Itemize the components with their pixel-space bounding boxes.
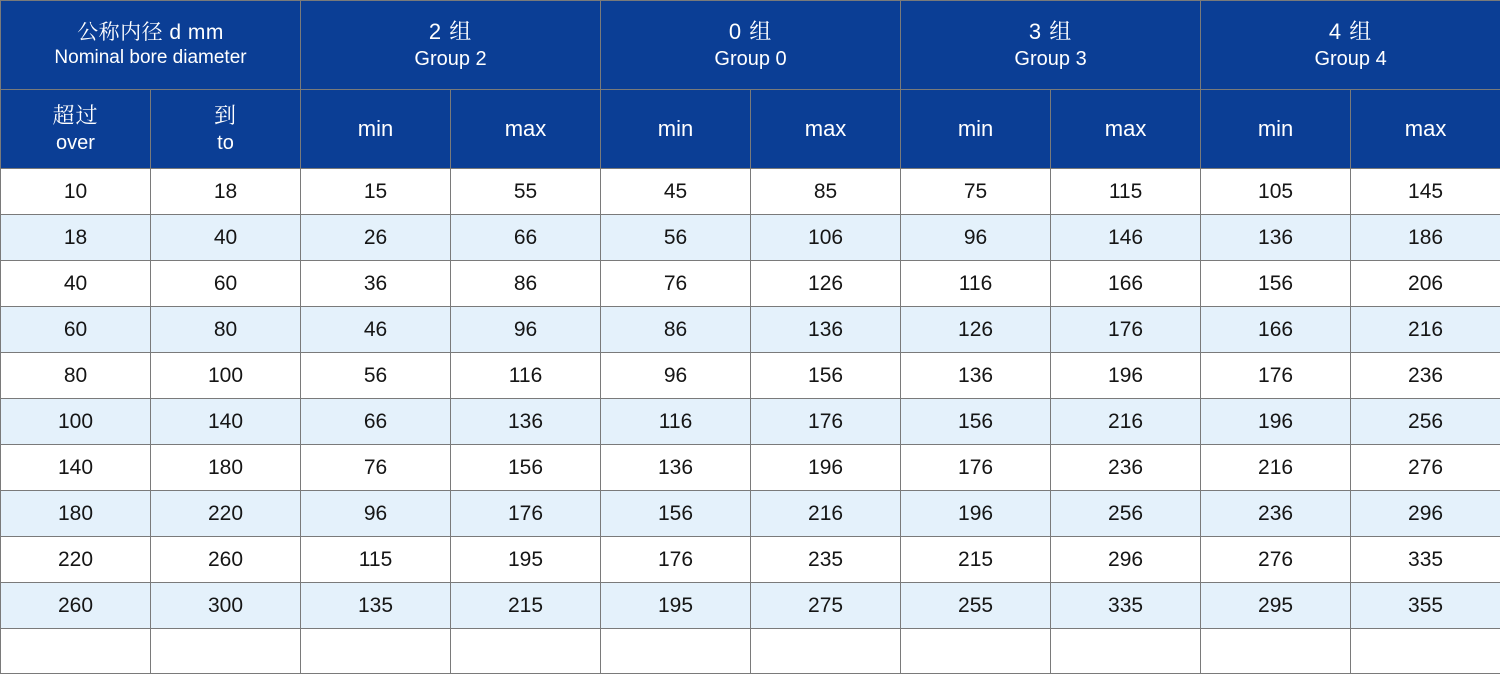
cell-g2-min: [301, 629, 451, 674]
table-row: [1, 583, 1500, 629]
cell-g0-min: 156: [601, 491, 751, 537]
header-group-4-min: min: [1201, 90, 1351, 169]
header-group-0-min: min: [601, 90, 751, 169]
cell-g0-min: 176: [601, 537, 751, 583]
cell-g4-min: 105: [1201, 169, 1351, 215]
header-group-0-max: max: [751, 90, 901, 169]
cell-g2-min: 66: [301, 399, 451, 445]
cell-g4-min: 216: [1201, 445, 1351, 491]
header-bore-en: Nominal bore diameter: [1, 46, 300, 71]
header-group-4: [1201, 1, 1500, 90]
cell-g2-max: 215: [451, 583, 601, 629]
header-group-4-cn: 4 组: [1201, 18, 1500, 46]
cell-to: [151, 629, 301, 674]
header-row-groups: [1, 1, 1500, 90]
cell-g4-min: 196: [1201, 399, 1351, 445]
cell-g2-min: 15: [301, 169, 451, 215]
header-nominal-bore-diameter: [1, 1, 301, 90]
header-group-2-max: max: [451, 90, 601, 169]
cell-g3-min: 75: [901, 169, 1051, 215]
table-row: [1, 537, 1500, 583]
cell-g4-max: 216: [1351, 307, 1500, 353]
cell-g4-max: 206: [1351, 261, 1500, 307]
cell-g0-max: 156: [751, 353, 901, 399]
cell-g2-max: 136: [451, 399, 601, 445]
cell-over: 40: [1, 261, 151, 307]
cell-over: 60: [1, 307, 151, 353]
table-row: [1, 491, 1500, 537]
table-row: [1, 307, 1500, 353]
cell-g0-max: 196: [751, 445, 901, 491]
cell-g2-max: 86: [451, 261, 601, 307]
cell-g0-min: 86: [601, 307, 751, 353]
header-group-4-en: Group 4: [1201, 46, 1500, 72]
cell-g0-max: 85: [751, 169, 901, 215]
header-row-subcolumns: [1, 90, 1500, 169]
cell-g3-min: 126: [901, 307, 1051, 353]
cell-g3-max: 166: [1051, 261, 1201, 307]
cell-to: 220: [151, 491, 301, 537]
table-row: [1, 445, 1500, 491]
cell-over: 140: [1, 445, 151, 491]
table-row: [1, 261, 1500, 307]
cell-to: 260: [151, 537, 301, 583]
cell-g3-max: 196: [1051, 353, 1201, 399]
cell-g2-max: 66: [451, 215, 601, 261]
table-row: [1, 169, 1500, 215]
cell-over: 10: [1, 169, 151, 215]
cell-g4-max: 145: [1351, 169, 1500, 215]
cell-g3-max: 296: [1051, 537, 1201, 583]
cell-g4-max: 355: [1351, 583, 1500, 629]
table-body: [1, 169, 1500, 674]
cell-to: 40: [151, 215, 301, 261]
header-group-0-cn: 0 组: [601, 18, 900, 46]
cell-over: 80: [1, 353, 151, 399]
cell-to: 180: [151, 445, 301, 491]
cell-g2-max: 176: [451, 491, 601, 537]
header-group-4-max: max: [1351, 90, 1500, 169]
header-group-2-min: min: [301, 90, 451, 169]
cell-g4-min: 236: [1201, 491, 1351, 537]
cell-g3-max: 216: [1051, 399, 1201, 445]
cell-g3-min: 196: [901, 491, 1051, 537]
cell-g2-max: 55: [451, 169, 601, 215]
cell-to: 140: [151, 399, 301, 445]
cell-over: 220: [1, 537, 151, 583]
header-over-cn: 超过: [1, 102, 150, 130]
header-group-2-en: Group 2: [301, 46, 600, 72]
cell-g3-max: 236: [1051, 445, 1201, 491]
cell-g2-min: 46: [301, 307, 451, 353]
cell-g3-max: 176: [1051, 307, 1201, 353]
cell-g0-max: 106: [751, 215, 901, 261]
cell-g3-max: 115: [1051, 169, 1201, 215]
cell-g3-max: 146: [1051, 215, 1201, 261]
cell-to: 60: [151, 261, 301, 307]
header-group-0-en: Group 0: [601, 46, 900, 72]
cell-g0-min: 116: [601, 399, 751, 445]
cell-g4-max: 276: [1351, 445, 1500, 491]
table-row-blank: [1, 629, 1500, 674]
cell-g0-min: [601, 629, 751, 674]
cell-g0-max: 235: [751, 537, 901, 583]
cell-g3-max: [1051, 629, 1201, 674]
cell-g0-min: 195: [601, 583, 751, 629]
cell-g0-max: 216: [751, 491, 901, 537]
header-over-en: over: [1, 130, 150, 156]
table-row: [1, 215, 1500, 261]
cell-g4-max: 186: [1351, 215, 1500, 261]
cell-g3-min: [901, 629, 1051, 674]
cell-g4-min: 156: [1201, 261, 1351, 307]
table-row: [1, 399, 1500, 445]
header-to: [151, 90, 301, 169]
header-to-en: to: [151, 130, 300, 156]
cell-g2-min: 26: [301, 215, 451, 261]
cell-g0-max: [751, 629, 901, 674]
cell-g4-max: 256: [1351, 399, 1500, 445]
cell-over: 180: [1, 491, 151, 537]
header-group-2-cn: 2 组: [301, 18, 600, 46]
cell-g3-min: 96: [901, 215, 1051, 261]
table-header: [1, 1, 1500, 169]
cell-g3-min: 136: [901, 353, 1051, 399]
header-group-3-cn: 3 组: [901, 18, 1200, 46]
cell-g0-max: 136: [751, 307, 901, 353]
cell-g2-max: [451, 629, 601, 674]
cell-g0-max: 176: [751, 399, 901, 445]
header-group-3-max: max: [1051, 90, 1201, 169]
cell-g2-max: 96: [451, 307, 601, 353]
cell-to: 300: [151, 583, 301, 629]
cell-g2-min: 135: [301, 583, 451, 629]
cell-g4-max: 296: [1351, 491, 1500, 537]
cell-g2-min: 96: [301, 491, 451, 537]
cell-g2-min: 115: [301, 537, 451, 583]
cell-g4-min: 166: [1201, 307, 1351, 353]
cell-g0-min: 56: [601, 215, 751, 261]
cell-g3-min: 215: [901, 537, 1051, 583]
cell-over: 100: [1, 399, 151, 445]
cell-g3-min: 116: [901, 261, 1051, 307]
table-row: [1, 353, 1500, 399]
cell-g3-min: 176: [901, 445, 1051, 491]
header-group-2: [301, 1, 601, 90]
cell-g4-min: 295: [1201, 583, 1351, 629]
cell-over: 18: [1, 215, 151, 261]
cell-g3-max: 335: [1051, 583, 1201, 629]
cell-g4-min: 136: [1201, 215, 1351, 261]
header-group-3: [901, 1, 1201, 90]
cell-g4-min: 276: [1201, 537, 1351, 583]
cell-to: 80: [151, 307, 301, 353]
cell-g2-min: 76: [301, 445, 451, 491]
cell-g0-max: 126: [751, 261, 901, 307]
cell-g2-max: 195: [451, 537, 601, 583]
cell-g0-min: 45: [601, 169, 751, 215]
cell-g3-min: 255: [901, 583, 1051, 629]
cell-g0-min: 136: [601, 445, 751, 491]
header-group-3-min: min: [901, 90, 1051, 169]
header-to-cn: 到: [151, 102, 300, 130]
cell-g0-min: 96: [601, 353, 751, 399]
header-bore-cn: 公称内径 d mm: [1, 20, 300, 46]
cell-g0-min: 76: [601, 261, 751, 307]
cell-g2-max: 156: [451, 445, 601, 491]
cell-g2-min: 56: [301, 353, 451, 399]
cell-g3-min: 156: [901, 399, 1051, 445]
cell-to: 100: [151, 353, 301, 399]
cell-g0-max: 275: [751, 583, 901, 629]
cell-over: 260: [1, 583, 151, 629]
cell-g3-max: 256: [1051, 491, 1201, 537]
header-group-0: [601, 1, 901, 90]
header-over: [1, 90, 151, 169]
cell-to: 18: [151, 169, 301, 215]
cell-g4-max: [1351, 629, 1500, 674]
header-group-3-en: Group 3: [901, 46, 1200, 72]
cell-g4-min: [1201, 629, 1351, 674]
cell-g4-max: 236: [1351, 353, 1500, 399]
cell-g4-min: 176: [1201, 353, 1351, 399]
cell-g4-max: 335: [1351, 537, 1500, 583]
cell-g2-max: 116: [451, 353, 601, 399]
cell-g2-min: 36: [301, 261, 451, 307]
cell-over: [1, 629, 151, 674]
